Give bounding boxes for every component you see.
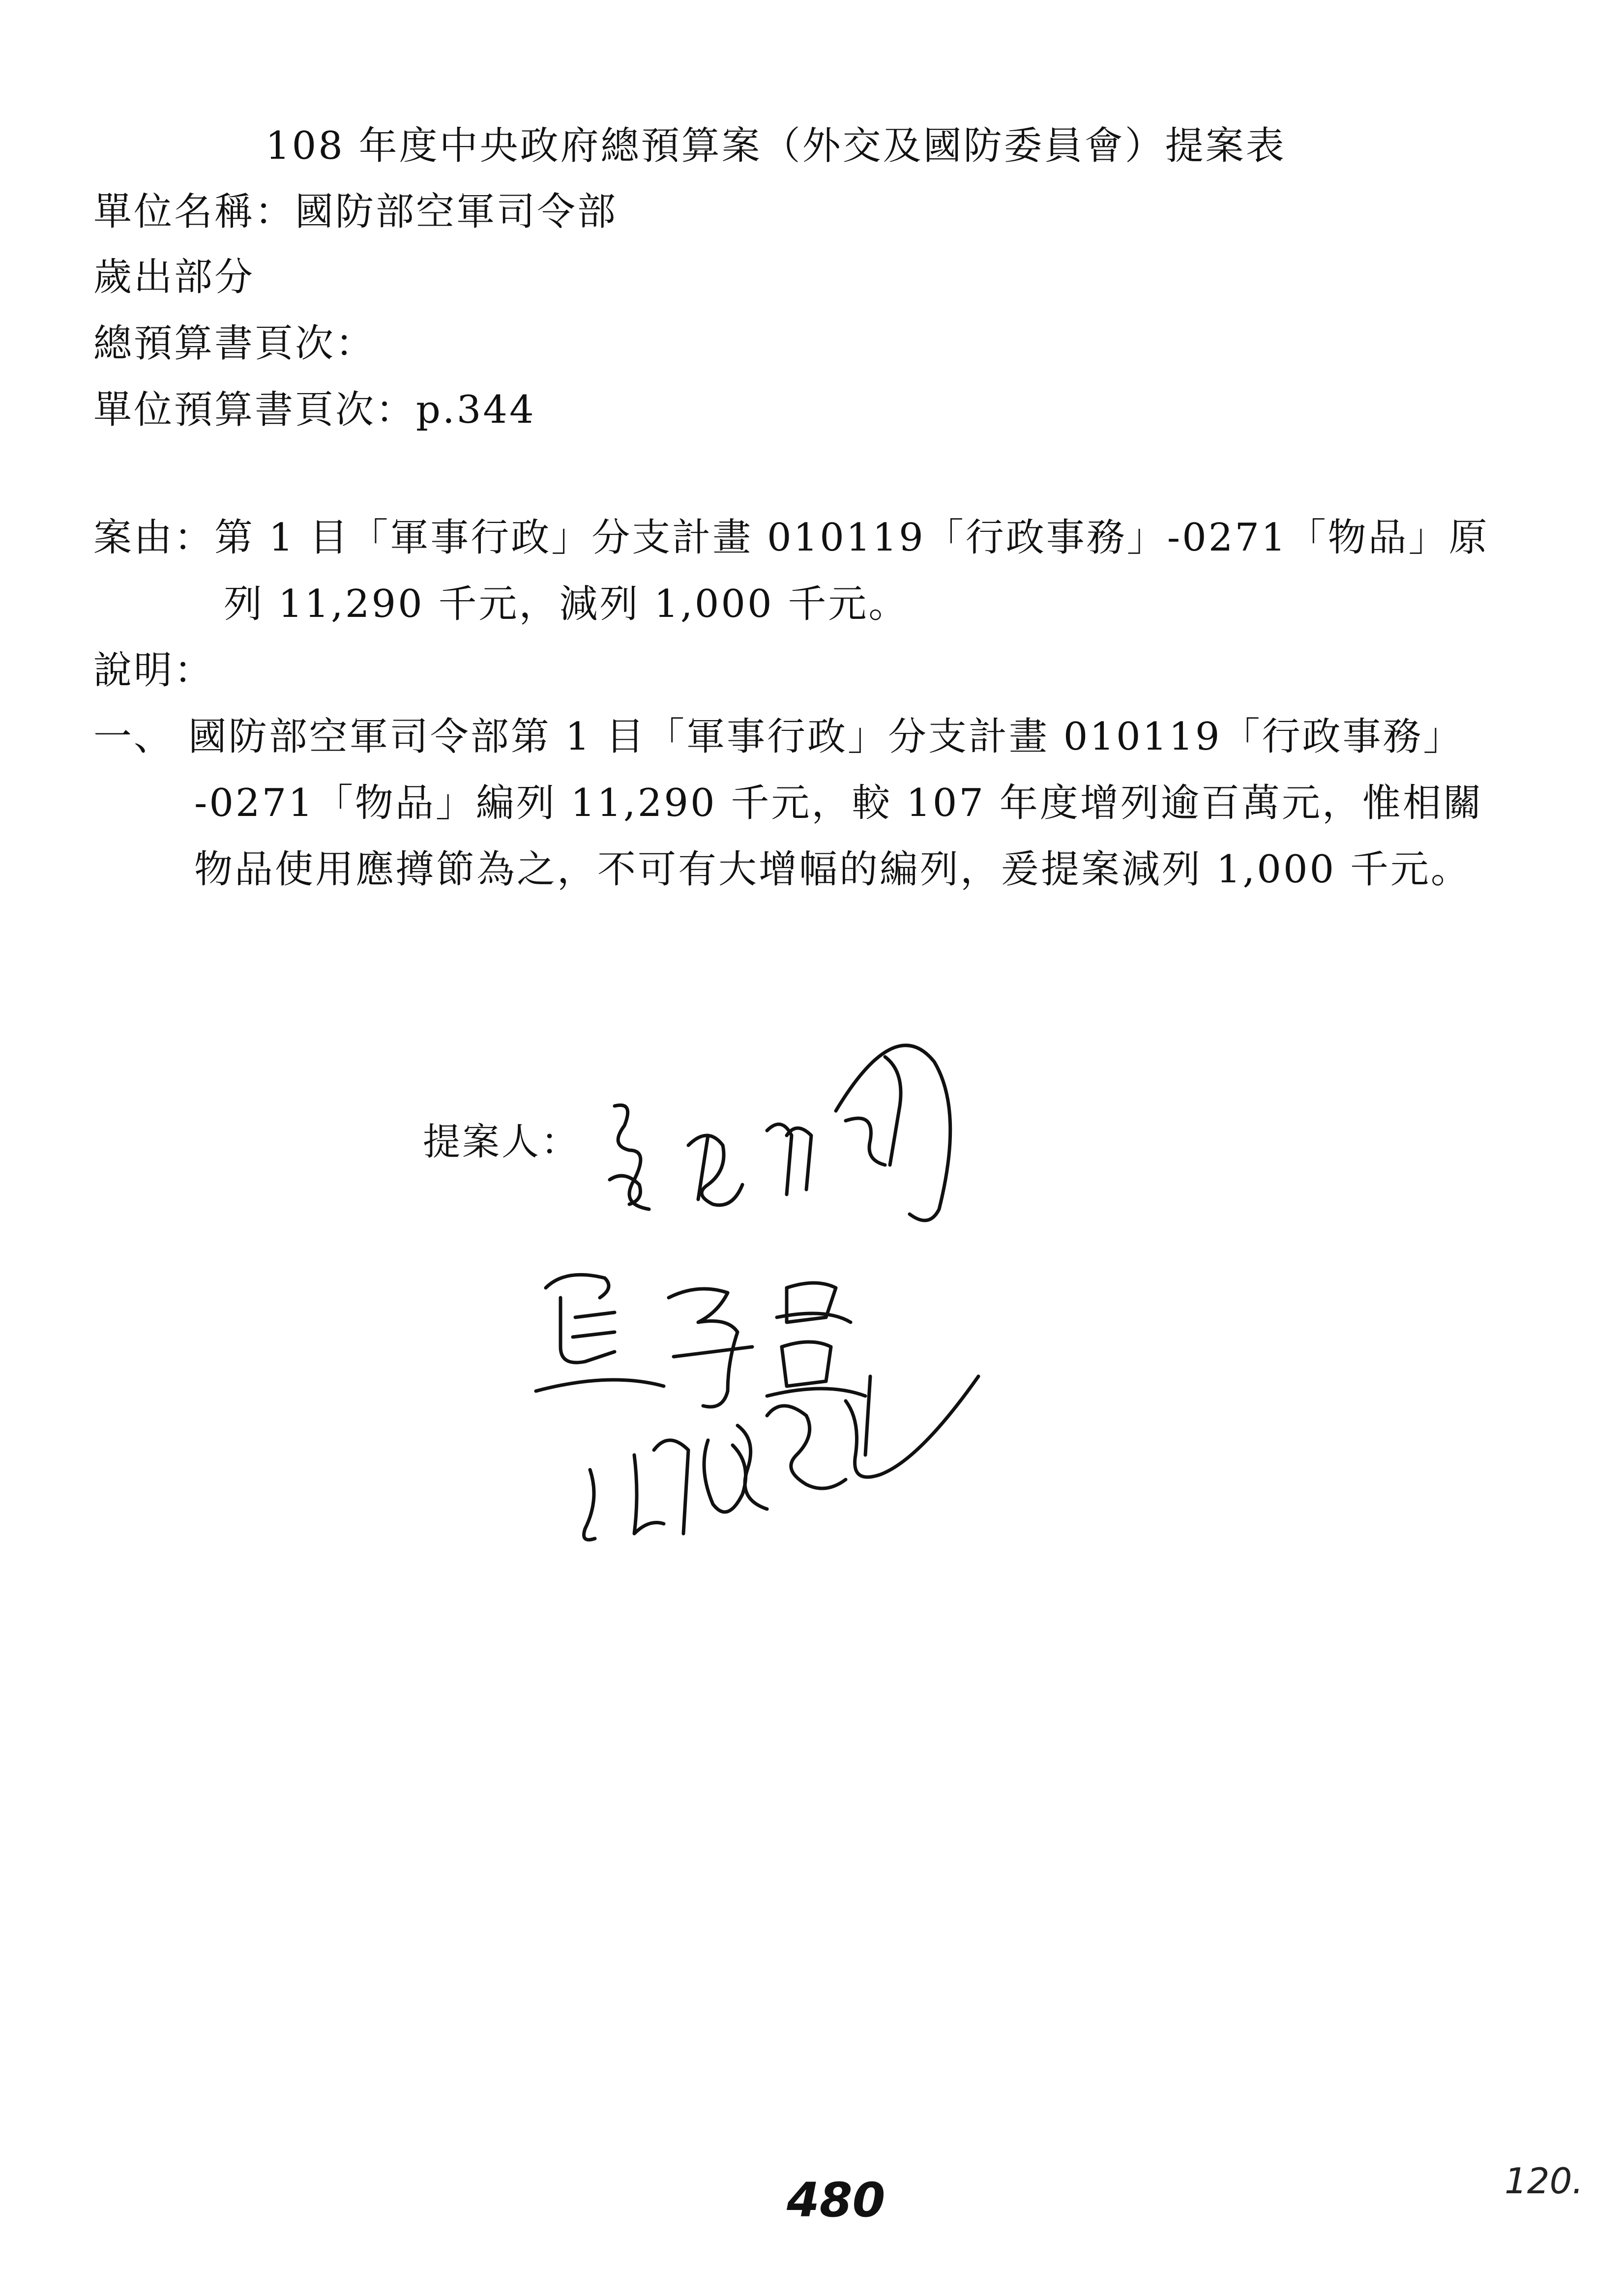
explanation-item-line-3: 物品使用應撙節為之，不可有大增幅的編列，爰提案減列 1,000 千元。 <box>194 847 1471 892</box>
signature-1 <box>610 1046 950 1221</box>
signature-2 <box>536 1275 865 1407</box>
explanation-item-line-1: 一、 國防部空軍司令部第 1 目「軍事行政」分支計畫 010119「行政事務」 <box>93 715 1464 759</box>
page-number-handwritten: 480 <box>787 2173 886 2228</box>
total-budget-page: 總預算書頁次： <box>93 321 376 366</box>
unit-name: 單位名稱：國防部空軍司令部 <box>93 190 618 234</box>
proposer-label: 提案人： <box>423 1120 580 1163</box>
document-title: 108 年度中央政府總預算案（外交及國防委員會）提案表 <box>266 124 1286 168</box>
explanation-label: 說明： <box>93 648 215 693</box>
signature-3 <box>584 1376 979 1540</box>
section-label: 歲出部分 <box>93 255 255 299</box>
case-reason-line-2: 列 11,290 千元，減列 1,000 千元。 <box>224 582 909 626</box>
explanation-item-line-2: -0271「物品」編列 11,290 千元，較 107 年度增列逾百萬元，惟相關 <box>194 781 1483 825</box>
page-number-secondary: 120. <box>1505 2160 1584 2202</box>
case-reason-line-1: 案由：第 1 目「軍事行政」分支計畫 010119「行政事務」-0271「物品」原 <box>93 516 1489 560</box>
unit-budget-page: 單位預算書頁次：p.344 <box>93 388 536 432</box>
